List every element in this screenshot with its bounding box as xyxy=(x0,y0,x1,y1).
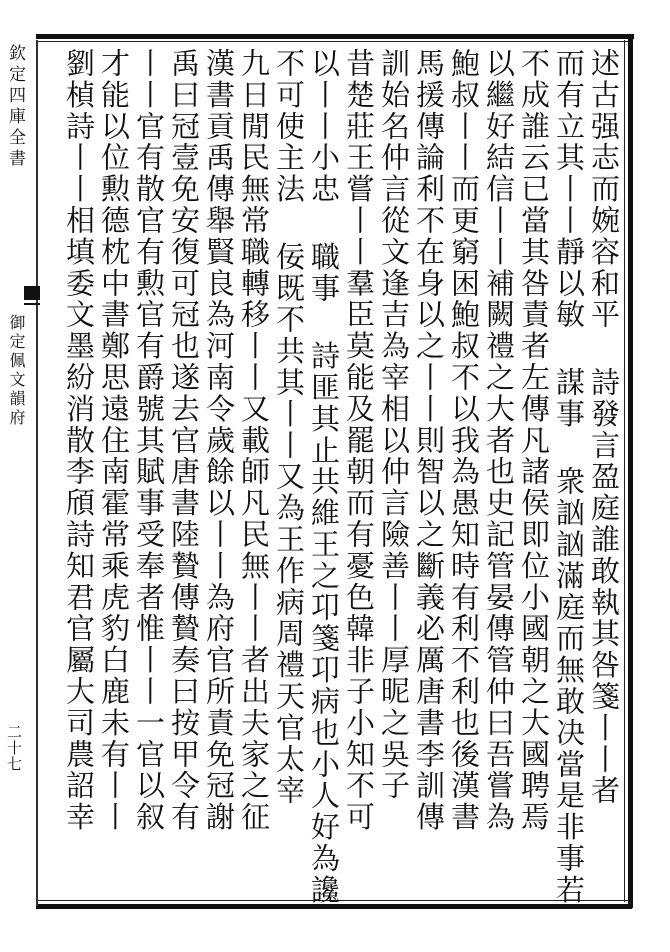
text-column-9: 以丨丨小忠 職事 詩匪其止共維王之卭箋卭病也小人好為讒 xyxy=(307,48,341,906)
fishtail-rule xyxy=(24,303,40,305)
margin-page-number: 二十七 xyxy=(5,724,23,772)
text-column-16: 劉楨詩丨丨相填委文墨紛消散李頎詩知君官屬大司農詔幸 xyxy=(62,48,96,833)
top-border-rule xyxy=(36,34,634,39)
margin-book-title: 欽定四庫全書 xyxy=(5,44,25,170)
margin-sub-title: 御定佩文韻府 xyxy=(7,314,26,428)
fishtail-mark xyxy=(24,286,40,300)
text-column-10: 不可使主法 佞既不共其丨丨又為王作病周禮天官太宰 xyxy=(272,48,306,807)
text-column-8: 昔楚莊王嘗丨丨羣臣莫能及罷朝而有憂色韓非子小知不可 xyxy=(342,48,376,833)
text-column-6: 馬援傳論利不在身以之丨丨則智以之斷義必厲唐書李訓傳 xyxy=(412,48,446,833)
right-inner-rule xyxy=(624,40,625,902)
text-column-13: 禹曰冠壹免安復可冠也遂去官唐書陸贄傳贄奏曰按甲令有 xyxy=(167,48,201,833)
text-column-15: 才能以位勲德枕中書鄭思遠住南霍常乘虎豹白鹿未有丨丨 xyxy=(97,48,131,833)
text-column-2: 而有立其丨丨靜以敏 謀事 衆訩訩滿庭而無敢决當是非事若 xyxy=(552,48,586,906)
text-column-7: 訓始名仲言從文逢吉為宰相以仲言險善丨丨厚昵之吳子 xyxy=(377,48,411,802)
left-border-rule xyxy=(36,40,38,906)
text-column-11: 九日閒民無常職轉移丨丨又載師凡民無丨丨者出夫家之征 xyxy=(237,48,271,833)
text-column-12: 漢書貢禹傳舉賢良為河南令歲餘以丨丨為府官所責免冠謝 xyxy=(202,48,236,833)
text-column-5: 鮑叔丨丨而更窮困鮑叔不以我為愚知時有利不利也後漢書 xyxy=(447,48,481,833)
top-inner-rule xyxy=(36,41,628,42)
right-border-rule xyxy=(628,34,633,908)
text-column-14: 丨丨官有散官有勲官有爵號其賦事受奉者惟丨丨一官以叙 xyxy=(132,48,166,833)
text-column-1: 述古强志而婉容和平 詩發言盈庭誰敢執其咎箋丨丨者 xyxy=(587,48,621,807)
text-column-4: 以繼好結信丨丨補闕禮之大者也史記管晏傳管仲曰吾嘗為 xyxy=(482,48,516,833)
text-column-3: 不成誰云已當其咎責者左傳凡諸侯即位小國朝之大國聘焉 xyxy=(517,48,551,833)
